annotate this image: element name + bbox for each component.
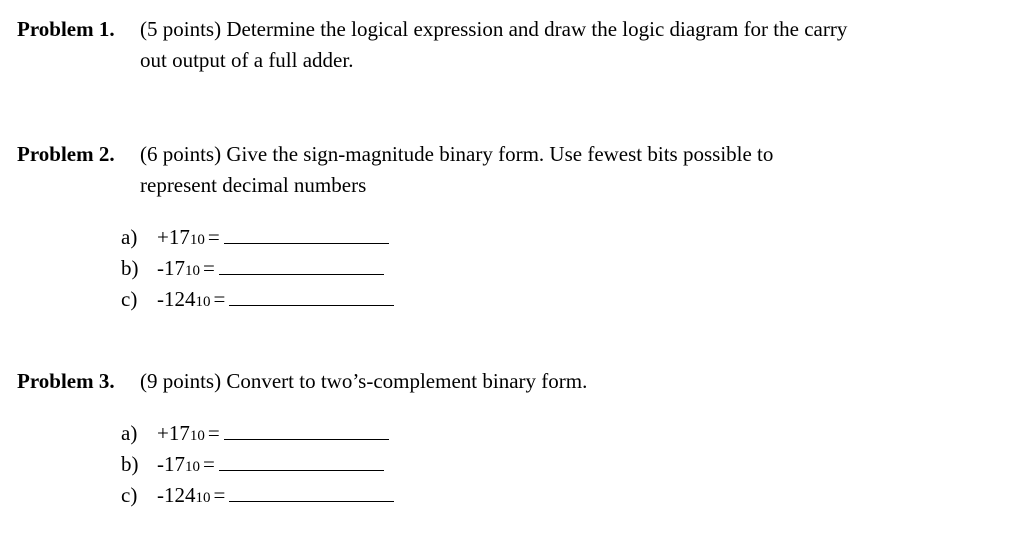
item-letter: b) (121, 452, 139, 476)
problem-3-item-a (121, 418, 389, 451)
item-letter: b) (121, 256, 139, 280)
problem-3-item-b (121, 449, 384, 482)
problem-3-item-c (121, 480, 394, 513)
item-letter: a) (121, 421, 138, 445)
item-number: -124 (157, 287, 196, 311)
item-base: 10 (189, 232, 205, 248)
problem-1-text-1: (5 points) Determine the logical expression and draw the logic diagram for the carry (140, 17, 848, 41)
item-letter: c) (121, 287, 138, 311)
problem-2-item-c (121, 284, 394, 317)
answer-blank[interactable] (219, 273, 384, 275)
problem-2-item-a (121, 222, 389, 255)
problem-1-text-2: out output of a full adder. (140, 48, 354, 72)
item-equals: = (213, 287, 226, 311)
item-base: 10 (185, 459, 200, 475)
item-equals: = (213, 483, 226, 507)
problem-3-label: Problem 3. (17, 369, 115, 393)
item-equals: = (203, 256, 215, 280)
item-number: -17 (157, 256, 185, 280)
item-base: 10 (185, 263, 200, 279)
item-equals: = (207, 225, 220, 249)
item-base: 10 (195, 294, 211, 310)
problem-3-text-1: (9 points) Convert to two’s-complement binary form. (140, 369, 588, 393)
answer-blank[interactable] (224, 438, 389, 440)
answer-blank[interactable] (219, 469, 384, 471)
problem-2-text-1: (6 points) Give the sign-magnitude binary form. Use fewest bits possible to (140, 142, 774, 166)
problem-2 (17, 139, 1007, 201)
item-number: +17 (157, 421, 190, 445)
item-base: 10 (195, 490, 211, 506)
answer-blank[interactable] (229, 500, 394, 502)
problem-1-label: Problem 1. (17, 17, 115, 41)
item-base: 10 (189, 428, 205, 444)
item-equals: = (203, 452, 215, 476)
item-letter: a) (121, 225, 138, 249)
problem-2-label: Problem 2. (17, 142, 115, 166)
item-letter: c) (121, 483, 138, 507)
problem-2-text-2: represent decimal numbers (140, 173, 367, 197)
answer-blank[interactable] (224, 242, 389, 244)
problem-2-line-1 (17, 139, 1007, 170)
problem-1-line-1 (17, 14, 1007, 45)
problem-3-line-1 (17, 366, 1007, 397)
item-equals: = (207, 421, 220, 445)
problem-3 (17, 366, 1007, 397)
problem-2-item-b (121, 253, 384, 286)
item-number: -17 (157, 452, 185, 476)
item-number: +17 (157, 225, 190, 249)
answer-blank[interactable] (229, 304, 394, 306)
item-number: -124 (157, 483, 196, 507)
problem-1 (17, 14, 1007, 76)
